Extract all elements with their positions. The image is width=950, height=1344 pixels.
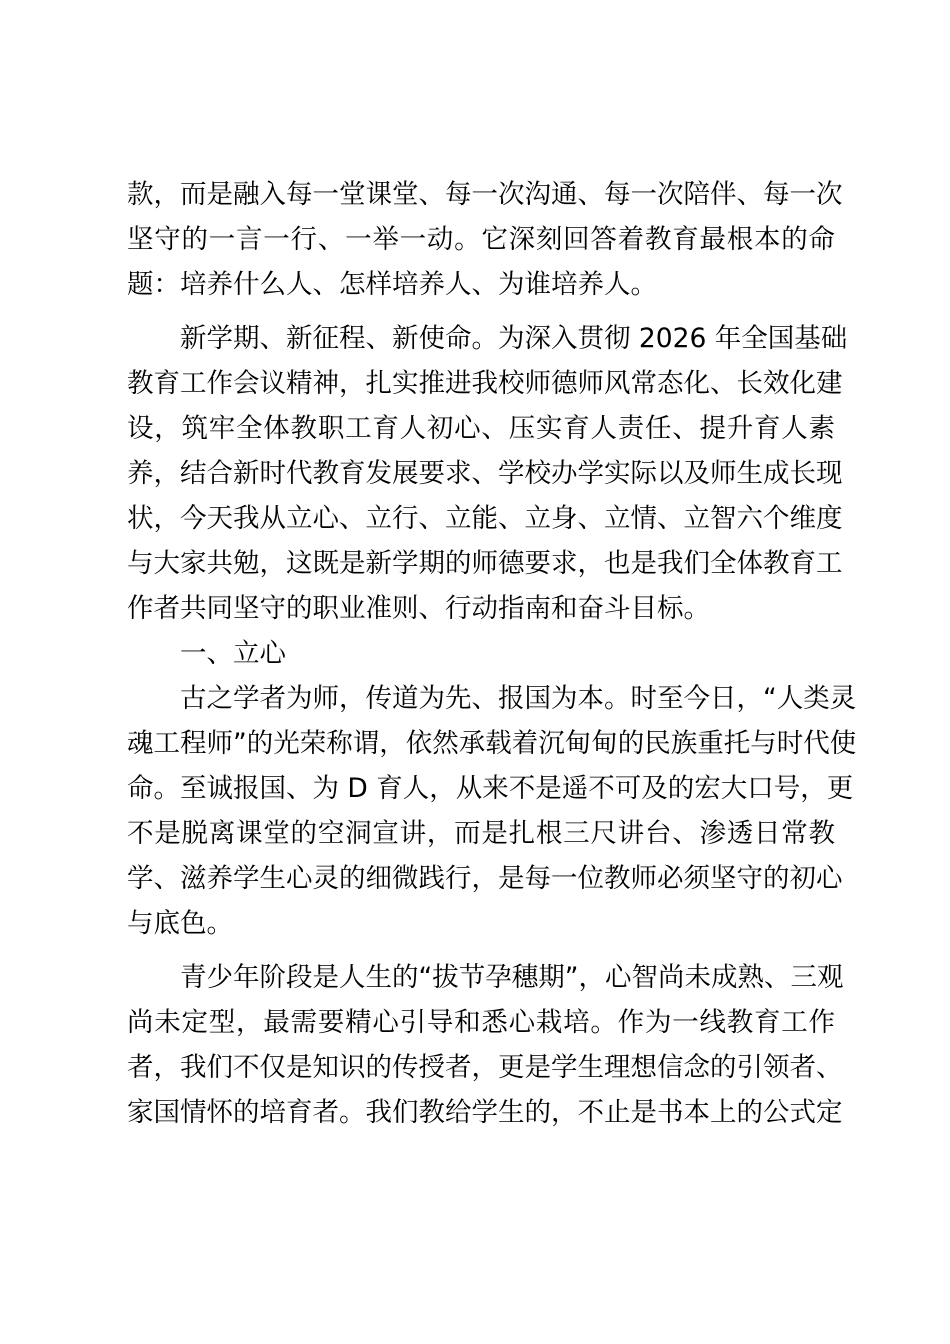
paragraph: [127, 316, 848, 631]
text-line: 青少年阶段是人生的“拔节孕穗期”，心智尚未成熟、三观: [180, 962, 844, 993]
text-line: 命。至诚报国、为 D 育人，从来不是遥不可及的宏大口号，更: [127, 773, 854, 804]
text-line: 者，我们不仅是知识的传授者，更是学生理想信念的引领者、: [127, 1052, 843, 1083]
text-line: 尚未定型，最需要精心引导和悉心栽培。作为一线教育工作: [127, 1007, 835, 1038]
text-line: 题：培养什么人、怎样培养人、为谁培养人。: [127, 269, 657, 300]
text-line: 新学期、新征程、新使命。为深入贯彻 2026 年全国基础: [180, 323, 848, 354]
text-line: 家国情怀的培育者。我们教给学生的，不止是书本上的公式定: [127, 1097, 843, 1128]
paragraph: [127, 955, 844, 1135]
heading-text: 一、立心: [180, 638, 286, 669]
paragraph: [127, 172, 843, 307]
text-line: 魂工程师”的光荣称谓，依然承载着沉甸甸的民族重托与时代使: [127, 728, 857, 759]
text-line: 坚守的一言一行、一举一动。它深刻回答着教育最根本的命: [127, 224, 835, 255]
document-body: [127, 172, 857, 1135]
text-line: 作者共同坚守的职业准则、行动指南和奋斗目标。: [127, 593, 710, 624]
text-line: 教育工作会议精神，扎实推进我校师德师风常态化、长效化建: [127, 368, 843, 399]
section-heading: [127, 631, 835, 676]
text-line: 学、滋养学生心灵的细微践行，是每一位教师必须坚守的初心: [127, 863, 843, 894]
text-line: 与大家共勉，这既是新学期的师德要求，也是我们全体教育工: [127, 548, 843, 579]
text-line: 不是脱离课堂的空洞宣讲，而是扎根三尺讲台、渗透日常教: [127, 818, 835, 849]
text-line: 与底色。: [127, 908, 233, 939]
text-line: 养，结合新时代教育发展要求、学校办学实际以及师生成长现: [127, 458, 843, 489]
paragraph: [127, 676, 857, 946]
text-line: 古之学者为师，传道为先、报国为本。时至今日，“人类灵: [180, 683, 857, 714]
text-line: 款，而是融入每一堂课堂、每一次沟通、每一次陪伴、每一次: [127, 179, 843, 210]
text-line: 状，今天我从立心、立行、立能、立身、立情、立智六个维度: [127, 503, 843, 534]
text-line: 设，筑牢全体教职工育人初心、压实育人责任、提升育人素: [127, 413, 835, 444]
